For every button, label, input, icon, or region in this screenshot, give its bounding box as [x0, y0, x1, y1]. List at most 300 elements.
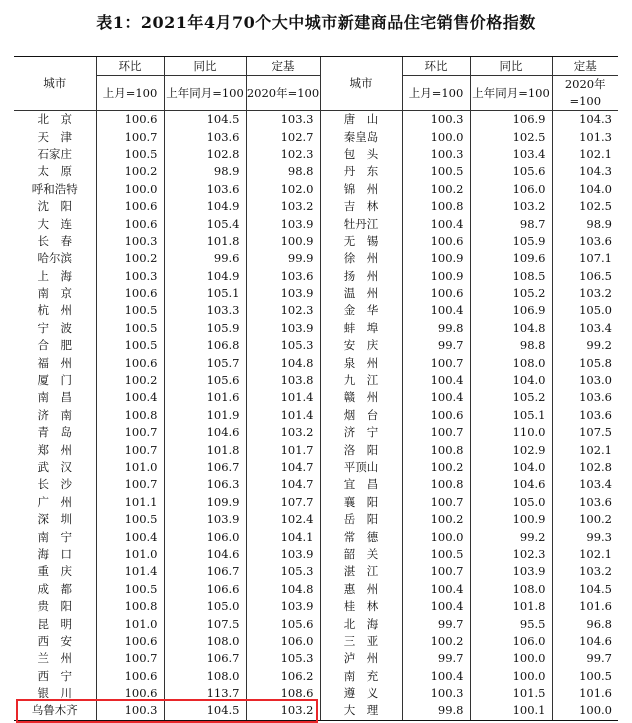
yoy-value: 105.6 [164, 372, 246, 389]
table-row [14, 459, 618, 476]
city-name: 成 都 [37, 581, 72, 596]
city-name: 南 宁 [37, 529, 72, 544]
mom-value: 101.4 [96, 563, 164, 580]
mom-value: 101.0 [96, 615, 164, 632]
table-row [14, 111, 618, 129]
table-row [14, 702, 618, 720]
mom-value: 100.3 [96, 233, 164, 250]
yoy-value: 105.4 [164, 215, 246, 232]
city-name: 泸 州 [320, 650, 402, 667]
fixed-value: 103.6 [552, 389, 618, 406]
mom-value: 100.7 [96, 441, 164, 458]
mom-value: 99.7 [402, 337, 470, 354]
mom-value: 100.8 [402, 476, 470, 493]
yoy-value: 105.7 [164, 354, 246, 371]
yoy-value: 105.9 [164, 320, 246, 337]
yoy-value: 109.6 [470, 250, 552, 267]
city-name: 惠 州 [320, 581, 402, 598]
mom-value: 100.8 [96, 407, 164, 424]
table-row [14, 302, 618, 319]
yoy-value: 101.6 [164, 389, 246, 406]
city-name: 扬 州 [320, 268, 402, 285]
yoy-value: 104.0 [470, 372, 552, 389]
city-name: 温 州 [320, 285, 402, 302]
fixed-value: 98.8 [246, 163, 320, 180]
fixed-value: 100.0 [552, 702, 618, 720]
header-fixed-base-right: 2020年=100 [552, 76, 618, 111]
yoy-value: 108.0 [470, 581, 552, 598]
fixed-value: 104.8 [246, 354, 320, 371]
fixed-value: 103.8 [246, 372, 320, 389]
mom-value: 100.5 [402, 163, 470, 180]
fixed-value: 103.6 [552, 407, 618, 424]
city-name: 无 锡 [320, 233, 402, 250]
mom-value: 100.7 [402, 424, 470, 441]
fixed-value: 104.6 [552, 633, 618, 650]
fixed-value: 100.9 [246, 233, 320, 250]
yoy-value: 104.0 [470, 459, 552, 476]
city-name: 合 肥 [37, 338, 72, 353]
yoy-value: 103.3 [164, 302, 246, 319]
yoy-value: 100.0 [470, 650, 552, 667]
city-name: 安 庆 [320, 337, 402, 354]
header-mom-base-left: 上月=100 [96, 76, 164, 111]
mom-value: 100.7 [402, 494, 470, 511]
table-title: 表1：2021年4月70个大中城市新建商品住宅销售价格指数 [96, 13, 536, 32]
header-fixed-right: 定基 [552, 57, 618, 76]
mom-value: 100.4 [402, 215, 470, 232]
fixed-value: 108.6 [246, 685, 320, 702]
city-name: 哈尔滨 [37, 251, 72, 266]
city-name: 烟 台 [320, 407, 402, 424]
mom-value: 100.6 [402, 407, 470, 424]
city-name: 上 海 [37, 268, 72, 283]
mom-value: 101.0 [96, 459, 164, 476]
table-row [14, 268, 618, 285]
city-name: 南 充 [320, 668, 402, 685]
mom-value: 100.2 [96, 163, 164, 180]
yoy-value: 100.0 [470, 668, 552, 685]
fixed-value: 105.3 [246, 563, 320, 580]
mom-value: 100.6 [402, 233, 470, 250]
city-name: 西 宁 [37, 668, 72, 683]
fixed-value: 105.3 [246, 337, 320, 354]
mom-value: 100.7 [402, 563, 470, 580]
mom-value: 100.3 [402, 146, 470, 163]
city-name: 襄 阳 [320, 494, 402, 511]
fixed-value: 107.1 [552, 250, 618, 267]
yoy-value: 106.3 [164, 476, 246, 493]
city-name: 长 春 [37, 233, 72, 248]
city-name: 乌鲁木齐 [14, 702, 96, 720]
city-name: 兰 州 [37, 651, 72, 666]
fixed-value: 101.4 [246, 407, 320, 424]
table-row [14, 424, 618, 441]
fixed-value: 104.3 [552, 163, 618, 180]
fixed-value: 104.7 [246, 459, 320, 476]
yoy-value: 109.9 [164, 494, 246, 511]
mom-value: 100.6 [96, 354, 164, 371]
mom-value: 99.7 [402, 615, 470, 632]
fixed-value: 102.7 [246, 128, 320, 145]
fixed-value: 102.5 [552, 198, 618, 215]
city-name: 三 亚 [320, 633, 402, 650]
mom-value: 100.3 [96, 702, 164, 720]
city-name: 包 头 [320, 146, 402, 163]
mom-value: 100.4 [402, 598, 470, 615]
table-row [14, 372, 618, 389]
yoy-value: 101.8 [470, 598, 552, 615]
fixed-value: 103.9 [246, 285, 320, 302]
city-name: 贵 阳 [37, 599, 72, 614]
fixed-value: 102.4 [246, 511, 320, 528]
yoy-value: 102.8 [164, 146, 246, 163]
mom-value: 100.2 [402, 181, 470, 198]
fixed-value: 103.9 [246, 598, 320, 615]
yoy-value: 105.1 [164, 285, 246, 302]
mom-value: 100.4 [402, 668, 470, 685]
city-name: 唐 山 [320, 111, 402, 129]
city-name: 秦皇岛 [320, 128, 402, 145]
mom-value: 100.6 [96, 198, 164, 215]
fixed-value: 103.9 [246, 546, 320, 563]
city-name: 宜 昌 [320, 476, 402, 493]
mom-value: 100.9 [402, 268, 470, 285]
fixed-value: 100.2 [552, 511, 618, 528]
city-name: 九 江 [320, 372, 402, 389]
table-row [14, 146, 618, 163]
mom-value: 100.4 [402, 389, 470, 406]
fixed-value: 104.3 [552, 111, 618, 129]
mom-value: 100.7 [96, 476, 164, 493]
mom-value: 100.8 [96, 598, 164, 615]
city-name: 武 汉 [37, 460, 72, 474]
table-row [14, 181, 618, 198]
yoy-value: 103.6 [164, 181, 246, 198]
mom-value: 100.0 [96, 181, 164, 198]
fixed-value: 106.5 [552, 268, 618, 285]
mom-value: 100.5 [96, 581, 164, 598]
table-row [14, 441, 618, 458]
fixed-value: 103.2 [552, 285, 618, 302]
fixed-value: 105.6 [246, 615, 320, 632]
yoy-value: 108.0 [164, 633, 246, 650]
mom-value: 100.6 [402, 285, 470, 302]
yoy-value: 103.9 [164, 511, 246, 528]
fixed-value: 103.6 [246, 268, 320, 285]
mom-value: 100.8 [402, 198, 470, 215]
table-row [14, 320, 618, 337]
yoy-value: 105.0 [164, 598, 246, 615]
mom-value: 100.6 [96, 285, 164, 302]
mom-value: 100.5 [96, 337, 164, 354]
city-name: 平顶山 [320, 459, 402, 476]
yoy-value: 106.7 [164, 563, 246, 580]
mom-value: 100.6 [96, 633, 164, 650]
yoy-value: 106.9 [470, 111, 552, 129]
city-name: 深 圳 [37, 512, 72, 527]
yoy-value: 103.4 [470, 146, 552, 163]
city-name: 赣 州 [320, 389, 402, 406]
yoy-value: 104.6 [164, 546, 246, 563]
yoy-value: 104.9 [164, 198, 246, 215]
yoy-value: 107.5 [164, 615, 246, 632]
fixed-value: 102.3 [246, 302, 320, 319]
fixed-value: 101.3 [552, 128, 618, 145]
yoy-value: 101.9 [164, 407, 246, 424]
header-city-right: 城市 [320, 57, 402, 111]
fixed-value: 99.9 [246, 250, 320, 267]
yoy-value: 105.1 [470, 407, 552, 424]
table-row [14, 563, 618, 580]
city-name: 锦 州 [320, 181, 402, 198]
yoy-value: 106.0 [470, 633, 552, 650]
table-row [14, 128, 618, 145]
city-name: 青 岛 [37, 425, 72, 440]
city-name: 泉 州 [320, 354, 402, 371]
yoy-value: 106.7 [164, 459, 246, 476]
mom-value: 100.3 [402, 111, 470, 129]
city-name: 宁 波 [37, 320, 72, 335]
city-name: 郑 州 [37, 442, 72, 457]
city-name: 呼和浩特 [31, 181, 78, 196]
mom-value: 100.2 [96, 250, 164, 267]
city-name: 岳 阳 [320, 511, 402, 528]
mom-value: 100.6 [96, 668, 164, 685]
table-row [14, 389, 618, 406]
yoy-value: 104.5 [164, 702, 246, 720]
city-name: 济 宁 [320, 424, 402, 441]
city-name: 杭 州 [37, 303, 72, 318]
mom-value: 100.0 [402, 528, 470, 545]
yoy-value: 105.2 [470, 389, 552, 406]
mom-value: 101.0 [96, 546, 164, 563]
mom-value: 100.6 [96, 111, 164, 129]
table-row [14, 250, 618, 267]
yoy-value: 105.6 [470, 163, 552, 180]
mom-value: 100.0 [402, 128, 470, 145]
fixed-value: 104.5 [552, 581, 618, 598]
table-row [14, 233, 618, 250]
city-name: 重 庆 [37, 564, 72, 579]
table-row [14, 546, 618, 563]
city-name: 西 安 [37, 633, 72, 648]
fixed-value: 103.3 [246, 111, 320, 129]
yoy-value: 100.1 [470, 702, 552, 720]
city-name: 天 津 [37, 129, 72, 144]
fixed-value: 103.6 [552, 494, 618, 511]
mom-value: 100.5 [402, 546, 470, 563]
city-name: 济 南 [37, 407, 72, 422]
yoy-value: 110.0 [470, 424, 552, 441]
yoy-value: 104.8 [470, 320, 552, 337]
table-row [14, 668, 618, 685]
table-row [14, 615, 618, 632]
mom-value: 100.3 [96, 268, 164, 285]
header-fixed-base-left: 2020年=100 [246, 76, 320, 111]
fixed-value: 99.7 [552, 650, 618, 667]
city-name: 常 德 [320, 528, 402, 545]
yoy-value: 103.2 [470, 198, 552, 215]
city-name: 韶 关 [320, 546, 402, 563]
fixed-value: 104.7 [246, 476, 320, 493]
city-name: 牡丹江 [320, 215, 402, 232]
fixed-value: 101.7 [246, 441, 320, 458]
header-mom-right: 环比 [402, 57, 470, 76]
city-name: 厦 门 [37, 373, 72, 388]
fixed-value: 102.3 [246, 146, 320, 163]
yoy-value: 104.5 [164, 111, 246, 129]
mom-value: 100.5 [96, 302, 164, 319]
fixed-value: 103.2 [552, 563, 618, 580]
fixed-value: 105.3 [246, 650, 320, 667]
fixed-value: 106.2 [246, 668, 320, 685]
mom-value: 100.5 [96, 320, 164, 337]
header-yoy-left: 同比 [164, 57, 246, 76]
fixed-value: 106.0 [246, 633, 320, 650]
yoy-value: 101.5 [470, 685, 552, 702]
table-row [14, 198, 618, 215]
city-name: 北 京 [37, 112, 72, 127]
city-name: 桂 林 [320, 598, 402, 615]
fixed-value: 105.8 [552, 354, 618, 371]
yoy-value: 99.6 [164, 250, 246, 267]
fixed-value: 102.1 [552, 546, 618, 563]
mom-value: 100.2 [402, 459, 470, 476]
city-name: 金 华 [320, 302, 402, 319]
mom-value: 100.8 [402, 441, 470, 458]
table-row [14, 407, 618, 424]
mom-value: 100.4 [402, 372, 470, 389]
mom-value: 99.8 [402, 702, 470, 720]
city-name: 昆 明 [37, 616, 72, 631]
fixed-value: 100.5 [552, 668, 618, 685]
city-name: 广 州 [37, 494, 72, 509]
mom-value: 100.6 [96, 685, 164, 702]
mom-value: 100.5 [96, 511, 164, 528]
mom-value: 100.4 [402, 302, 470, 319]
yoy-value: 100.9 [470, 511, 552, 528]
yoy-value: 108.0 [470, 354, 552, 371]
mom-value: 99.8 [402, 320, 470, 337]
city-name: 洛 阳 [320, 441, 402, 458]
fixed-value: 103.4 [552, 320, 618, 337]
yoy-value: 98.9 [164, 163, 246, 180]
table-row [14, 337, 618, 354]
fixed-value: 103.2 [246, 198, 320, 215]
table-row [14, 511, 618, 528]
city-name: 银 川 [37, 686, 72, 701]
table-row [14, 528, 618, 545]
mom-value: 100.7 [96, 128, 164, 145]
yoy-value: 95.5 [470, 615, 552, 632]
table-row [14, 494, 618, 511]
mom-value: 100.3 [402, 685, 470, 702]
fixed-value: 107.7 [246, 494, 320, 511]
yoy-value: 106.0 [470, 181, 552, 198]
yoy-value: 102.3 [470, 546, 552, 563]
fixed-value: 103.9 [246, 320, 320, 337]
price-index-table [14, 56, 618, 721]
header-yoy-right: 同比 [470, 57, 552, 76]
city-name: 南 京 [37, 286, 72, 301]
yoy-value: 113.7 [164, 685, 246, 702]
header-mom-left: 环比 [96, 57, 164, 76]
fixed-value: 104.8 [246, 581, 320, 598]
mom-value: 100.9 [402, 250, 470, 267]
table-row [14, 354, 618, 371]
header-mom-base-right: 上月=100 [402, 76, 470, 111]
fixed-value: 104.1 [246, 528, 320, 545]
yoy-value: 106.8 [164, 337, 246, 354]
yoy-value: 106.6 [164, 581, 246, 598]
fixed-value: 102.8 [552, 459, 618, 476]
city-name: 湛 江 [320, 563, 402, 580]
fixed-value: 103.2 [246, 424, 320, 441]
city-name: 大 连 [37, 216, 72, 231]
mom-value: 100.7 [96, 424, 164, 441]
fixed-value: 103.6 [552, 233, 618, 250]
table-row [14, 650, 618, 667]
fixed-value: 99.2 [552, 337, 618, 354]
yoy-value: 103.9 [470, 563, 552, 580]
yoy-value: 98.8 [470, 337, 552, 354]
yoy-value: 101.8 [164, 441, 246, 458]
city-name: 太 原 [37, 164, 72, 179]
city-name: 海 口 [37, 546, 72, 561]
city-name: 南 昌 [37, 390, 72, 405]
fixed-value: 104.0 [552, 181, 618, 198]
yoy-value: 99.2 [470, 528, 552, 545]
yoy-value: 105.2 [470, 285, 552, 302]
table-row [14, 285, 618, 302]
table-row [14, 215, 618, 232]
city-name: 福 州 [37, 355, 72, 370]
yoy-value: 103.6 [164, 128, 246, 145]
fixed-value: 107.5 [552, 424, 618, 441]
yoy-value: 101.8 [164, 233, 246, 250]
fixed-value: 103.4 [552, 476, 618, 493]
mom-value: 100.2 [402, 511, 470, 528]
table-row [14, 163, 618, 180]
fixed-value: 96.8 [552, 615, 618, 632]
mom-value: 100.7 [96, 650, 164, 667]
city-name: 丹 东 [320, 163, 402, 180]
fixed-value: 99.3 [552, 528, 618, 545]
table-body [14, 111, 618, 721]
yoy-value: 106.0 [164, 528, 246, 545]
yoy-value: 108.5 [470, 268, 552, 285]
header-yoy-base-left: 上年同月=100 [164, 76, 246, 111]
city-name: 北 海 [320, 615, 402, 632]
city-name: 吉 林 [320, 198, 402, 215]
header-city-left: 城市 [14, 57, 96, 111]
yoy-value: 102.9 [470, 441, 552, 458]
header-yoy-base-right: 上年同月=100 [470, 76, 552, 111]
fixed-value: 101.6 [552, 685, 618, 702]
city-name: 石家庄 [37, 146, 72, 161]
fixed-value: 103.9 [246, 215, 320, 232]
table-row [14, 633, 618, 650]
mom-value: 100.5 [96, 146, 164, 163]
fixed-value: 102.0 [246, 181, 320, 198]
fixed-value: 98.9 [552, 215, 618, 232]
table-row [14, 581, 618, 598]
fixed-value: 102.1 [552, 441, 618, 458]
fixed-value: 102.1 [552, 146, 618, 163]
city-name: 大 理 [320, 702, 402, 720]
mom-value: 100.2 [96, 372, 164, 389]
